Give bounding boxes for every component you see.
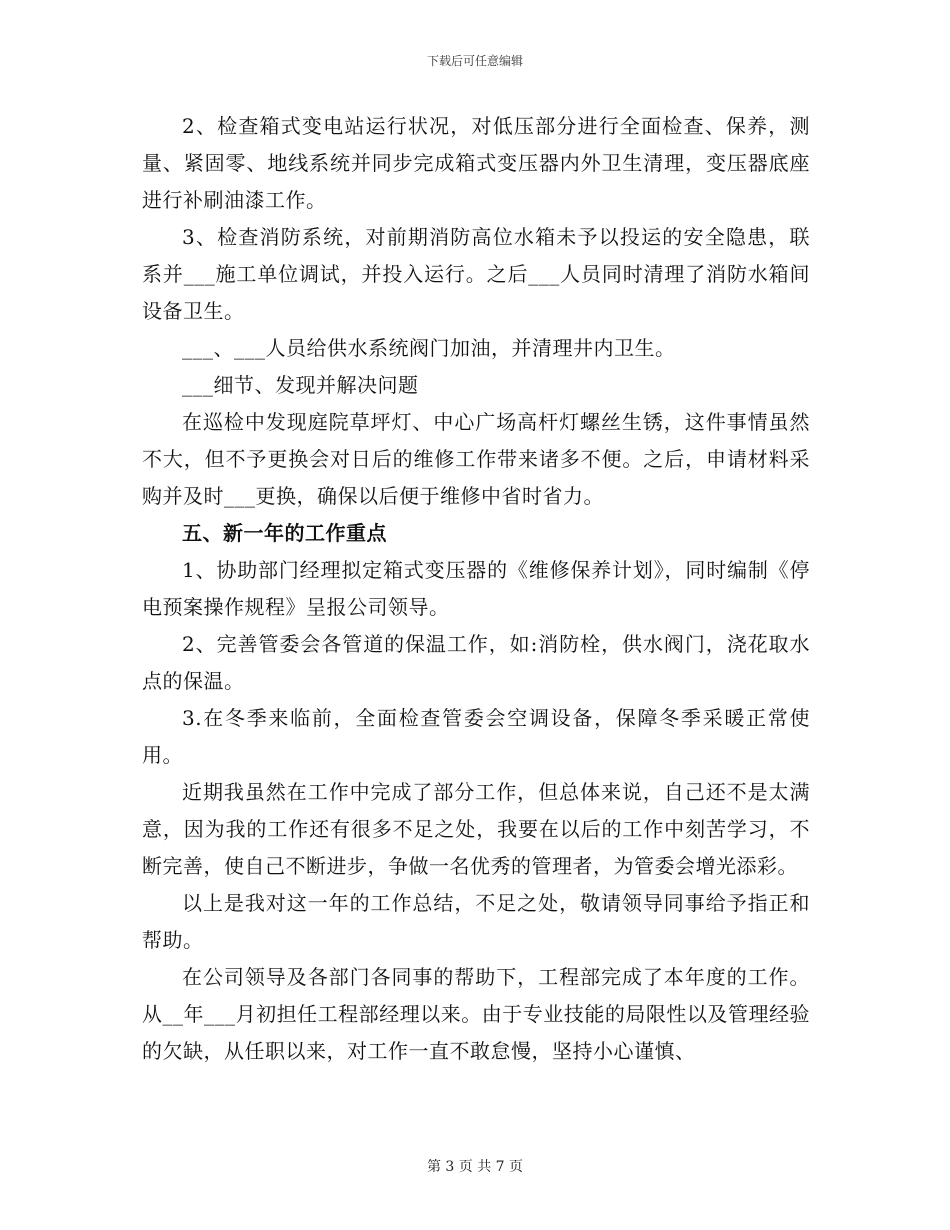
paragraph: 3、检查消防系统，对前期消防高位水箱未予以投运的安全隐患，联系并___施工单位调试，并投入运行。之后___人员同时清理了消防水箱间设备卫生。 [142, 225, 810, 323]
paragraph: 1、协助部门经理拟定箱式变压器的《维修保养计划》，同时编制《停电预案操作规程》呈报公司领导。 [142, 558, 810, 619]
paragraph: 在公司领导及各部门各同事的帮助下，工程部完成了本年度的工作。从__年___月初担任工程部经理以来。由于专业技能的局限性以及管理经验的欠缺，从任职以来，对工作一直不敢怠慢，坚持小心谨慎、 [142, 965, 810, 1063]
paragraph: 在巡检中发现庭院草坪灯、中心广场高杆灯螺丝生锈，这件事情虽然不大，但不予更换会对日后的维修工作带来诸多不便。之后，申请材料采购并及时___更换，确保以后便于维修中省时省力。 [142, 410, 810, 508]
page-header: 下载后可任意编辑 [426, 54, 523, 68]
paragraph: 以上是我对这一年的工作总结，不足之处，敬请领导同事给予指正和帮助。 [142, 891, 810, 952]
page-number: 第 3 页 共 7 页 [426, 1159, 524, 1175]
paragraph: 2、检查箱式变电站运行状况，对低压部分进行全面检查、保养，测量、紧固零、地线系统并同步完成箱式变压器内外卫生清理，变压器底座进行补刷油漆工作。 [142, 114, 810, 212]
paragraph: 2、完善管委会各管道的保温工作，如:消防栓，供水阀门，浇花取水点的保温。 [142, 632, 810, 693]
paragraph: 3.在冬季来临前，全面检查管委会空调设备，保障冬季采暖正常使用。 [142, 706, 810, 767]
section-heading: 五、新一年的工作重点 [182, 521, 387, 545]
paragraph: ___细节、发现并解决问题 [182, 373, 419, 397]
paragraph: ___、___人员给供水系统阀门加油，并清理井内卫生。 [182, 336, 676, 360]
document-body [142, 108, 810, 1070]
paragraph: 近期我虽然在工作中完成了部分工作，但总体来说，自己还不是太满意，因为我的工作还有很多不足之处，我要在以后的工作中刻苦学习，不断完善，使自己不断进步，争做一名优秀的管理者，为管委会增光添彩。 [142, 780, 810, 878]
